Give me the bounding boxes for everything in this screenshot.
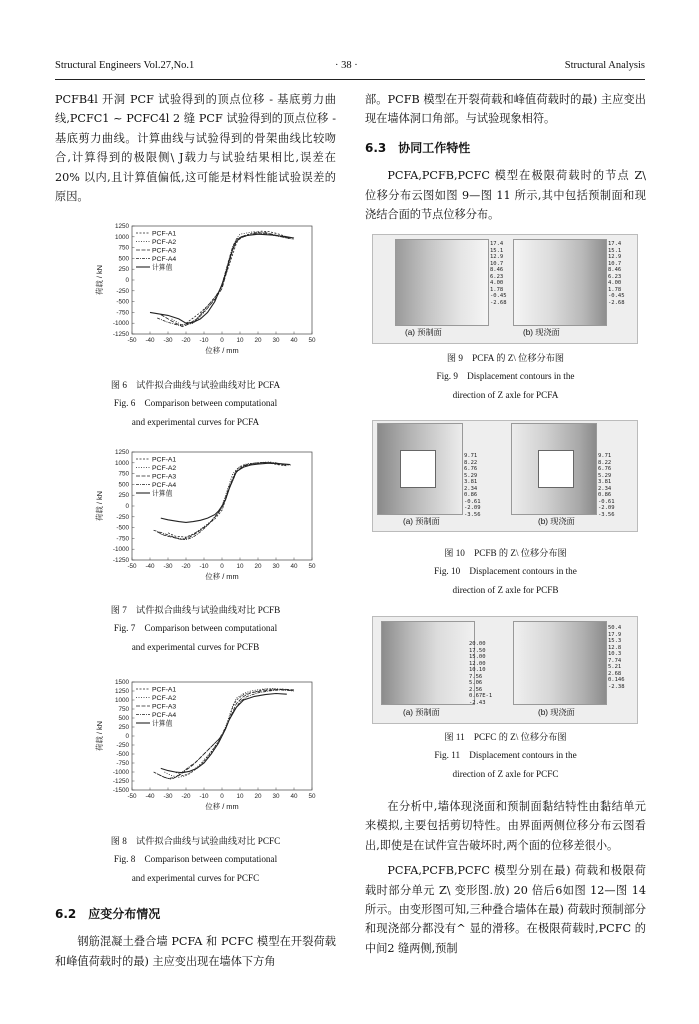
fig10-caption [365, 544, 646, 599]
x-tick-label: 0 [220, 563, 224, 570]
fig11-legend-a-value: 15.00 [469, 654, 486, 660]
x-tick-label: -40 [145, 793, 155, 800]
x-axis-label: 位移 / mm [205, 572, 239, 581]
x-axis-label: 位移 / mm [205, 802, 239, 811]
fig11-legend-b-value: 7.74 [608, 657, 622, 664]
fig10-label-a: (a) 预制面 [403, 517, 440, 526]
series-line [157, 689, 294, 779]
running-header [55, 60, 645, 76]
fig10-legend-b [598, 453, 615, 518]
fig11-legend-b-value: 10.3 [608, 651, 622, 657]
fig9-label-b: (b) 现浇面 [523, 328, 560, 337]
fig10-legend-a [464, 453, 481, 518]
left-column-top [55, 90, 336, 206]
y-tick-label: -1250 [112, 331, 129, 338]
fig6-caption [55, 376, 336, 431]
series-line [157, 233, 294, 326]
fig11-legend-b-value: 12.8 [608, 644, 622, 651]
chart-fig7 [90, 448, 330, 588]
y-tick-label: 1500 [114, 679, 129, 686]
fig11-legend-b-value: 2.68 [608, 670, 622, 677]
fig9-panel-a [395, 239, 489, 326]
x-tick-label: 0 [220, 793, 224, 800]
x-tick-label: -30 [163, 337, 173, 344]
y-tick-label: -1000 [112, 320, 129, 328]
fig10-legend-a-value: 8.22 [464, 459, 478, 466]
legend-label: 计算值 [152, 720, 173, 728]
fig10-legend-a-value: 2.34 [464, 485, 478, 492]
x-axis-label: 位移 / mm [205, 346, 239, 355]
x-tick-label: -40 [145, 337, 155, 344]
fig11-caption-en2: direction of Z axle for PCFC [452, 768, 559, 779]
fig11-legend-b-value: 15.3 [608, 638, 622, 644]
left-paragraph-2: 钢筋混凝土叠合墙 PCFA 和 PCFC 模型在开裂荷载和峰值荷载时的最) 主应变出现在墙体下方角 [55, 935, 336, 968]
y-tick-label: 1250 [114, 223, 129, 230]
series-line [161, 694, 287, 773]
legend-label: 计算值 [152, 490, 173, 498]
fig10-legend-a-value: 9.71 [464, 453, 478, 459]
x-tick-label: -40 [145, 563, 155, 570]
y-tick-label: 1000 [114, 233, 129, 241]
legend-label: PCF-A1 [152, 686, 177, 694]
legend-label: 计算值 [152, 264, 173, 272]
fig9-caption-en2: direction of Z axle for PCFA [452, 389, 559, 400]
y-tick-label: -500 [116, 524, 129, 532]
y-tick-label: -250 [116, 742, 129, 749]
fig10-legend-b-value: 3.81 [598, 479, 612, 485]
fig9-caption-en1: Fig. 9 Displacement contours in the [436, 371, 575, 382]
y-tick-label: 0 [125, 277, 129, 284]
fig6-caption-en1: Fig. 6 Comparison between computational [113, 398, 278, 409]
y-tick-label: -1500 [112, 787, 129, 794]
fig8-caption-en1: Fig. 8 Comparison between computational [113, 854, 278, 865]
fig11-contour-image [372, 616, 638, 724]
fig9-legend-a-value: 10.7 [490, 260, 504, 267]
y-tick-label: -500 [116, 751, 129, 758]
legend-label: PCF-A1 [152, 456, 177, 464]
fig11-legend-a-value: 2.56 [469, 686, 483, 693]
x-tick-label: 30 [272, 793, 280, 800]
x-tick-label: 40 [290, 793, 298, 800]
fig7-caption-cn: 图 7 试件拟合曲线与试验曲线对比 PCFB [110, 605, 281, 615]
fig11-legend-a-value: 20.00 [469, 641, 486, 647]
right-paragraph-4: PCFA,PCFB,PCFC 模型分别在最) 荷载和极限荷载时部分单元 Z\ 变形图.放) 20 倍后6如图 12—图 14 所示。由变形图可知,三种叠合墙体在最) 荷载时预制部分和现浇部分都没有^ 显的滑移。在极限荷载时,PCFC 的中间2 缝两侧,预制 [365, 864, 646, 955]
fig7-caption-en1: Fig. 7 Comparison between computational [113, 623, 278, 634]
fig9-legend-a-value: 17.4 [490, 241, 504, 247]
x-tick-label: -20 [181, 337, 191, 344]
header-rule [55, 79, 645, 80]
fig11-legend-a-value: 17.50 [469, 647, 486, 654]
x-tick-label: 40 [290, 563, 298, 570]
legend-label: PCF-A2 [152, 465, 177, 472]
x-tick-label: -20 [181, 793, 191, 800]
series-line [186, 231, 290, 323]
fig10-panel-b [511, 423, 597, 515]
fig10-legend-a-value: -0.61 [464, 498, 481, 505]
y-axis-label: 荷载 / kN [95, 721, 104, 751]
series-line [168, 462, 287, 537]
series-line [157, 462, 287, 539]
x-tick-label: -30 [163, 563, 173, 570]
left-paragraph-1: PCFB4l 开洞 PCF 试验得到的顶点位移 - 基底剪力曲线,PCFC1 ~ PCFC4l 2 缝 PCF 试验得到的顶点位移 - 基底剪力曲线。计算曲线与试验得到的骨架曲线比较吻合,计算得到的极限侧\ J载力与试验结果相比,误差在 20% 以内,且计算值偏低,这可能是材料性能试验误差的原因。 [55, 93, 336, 204]
fig6-caption-en2: and experimental curves for PCFA [131, 416, 260, 427]
x-tick-label: -10 [199, 563, 209, 570]
right-paragraph-1: 部。PCFB 模型在开裂荷载和峰值荷载时的最) 主应变出现在墙体洞口角部。与试验现象相符。 [365, 93, 646, 126]
fig9-legend-a-value: 6.23 [490, 273, 504, 280]
fig11-legend-b-value: 17.9 [608, 631, 622, 638]
fig10-legend-b-value: 9.71 [598, 453, 612, 459]
fig11-legend-a-value: 7.56 [469, 673, 483, 680]
fig9-legend-b-value: 8.46 [608, 267, 622, 273]
fig11-caption-cn: 图 11 PCFC 的 Z\ 位移分布图 [444, 732, 567, 742]
section-6-2-heading: 6.2 应变分布情况 [55, 907, 161, 921]
x-tick-label: 10 [236, 563, 244, 570]
x-tick-label: -10 [199, 337, 209, 344]
fig9-legend-b-value: -2.68 [608, 299, 625, 306]
legend-label: PCF-A3 [152, 247, 177, 255]
y-tick-label: 1250 [114, 449, 129, 456]
x-tick-label: 20 [254, 793, 262, 800]
x-tick-label: -20 [181, 563, 191, 570]
fig8-caption-cn: 图 8 试件拟合曲线与试验曲线对比 PCFC [110, 836, 281, 846]
y-tick-label: -750 [116, 760, 129, 767]
y-tick-label: 0 [125, 503, 129, 510]
x-tick-label: 10 [236, 337, 244, 344]
y-tick-label: 1250 [114, 688, 129, 695]
fig10-legend-a-value: -3.56 [464, 511, 481, 518]
fig10-opening-a [400, 450, 436, 488]
fig10-legend-b-value: 8.22 [598, 459, 612, 466]
x-tick-label: 50 [308, 563, 316, 570]
x-tick-label: 40 [290, 337, 298, 344]
y-tick-label: 250 [118, 266, 129, 274]
fig11-legend-a-value: -2.43 [469, 699, 486, 706]
fig11-panel-a [381, 621, 475, 705]
y-tick-label: 250 [118, 492, 129, 500]
header-section: Structural Analysis [564, 60, 645, 71]
y-tick-label: -250 [116, 287, 129, 295]
fig7-caption [55, 601, 336, 656]
right-paragraph-2: PCFA,PCFB,PCFC 模型在极限荷载时的节点 Z\ 位移分布云图如图 9—图 11 所示,其中包括预制面和现浇结合面的节点位移分布。 [365, 169, 646, 222]
fig9-legend-a-value: 4.00 [490, 280, 504, 286]
fig9-legend-b-value: 6.23 [608, 273, 622, 280]
fig10-caption-cn: 图 10 PCFB 的 Z\ 位移分布图 [444, 548, 567, 558]
fig11-legend-a-value: 0.67E-1 [469, 693, 493, 699]
y-tick-label: 500 [118, 255, 129, 263]
fig10-legend-a-value: -2.09 [464, 505, 481, 511]
right-column-bottom [365, 797, 646, 958]
x-tick-label: 50 [308, 793, 316, 800]
fig10-legend-b-value: 6.76 [598, 466, 612, 472]
fig8-caption-en2: and experimental curves for PCFC [131, 872, 260, 883]
fig11-label-b: (b) 现浇面 [538, 708, 575, 717]
legend-label: PCF-A4 [152, 712, 177, 719]
fig9-legend-a [490, 241, 507, 306]
fig11-panel-b [513, 621, 607, 705]
y-tick-label: -1250 [112, 778, 129, 785]
fig10-legend-b-value: 0.86 [598, 492, 612, 498]
fig11-legend-a [469, 641, 492, 706]
fig10-contour-image [372, 420, 638, 532]
chart-fig6 [90, 222, 330, 362]
y-tick-label: -500 [116, 298, 129, 306]
fig11-legend-a-value: 10.10 [469, 667, 486, 673]
legend-label: PCF-A2 [152, 695, 177, 702]
right-paragraph-3: 在分析中,墙体现浇面和预制面黏结特性由黏结单元来模拟,主要包括剪切特性。由界面两侧位移分布云图看出,即使是在试件宣告破坏时,两个面的位移差很小。 [365, 800, 646, 852]
chart-fig8 [90, 678, 330, 818]
fig9-legend-a-value: 12.9 [490, 254, 504, 260]
fig9-legend-a-value: -2.68 [490, 299, 507, 306]
legend-label: PCF-A4 [152, 256, 177, 263]
x-tick-label: 30 [272, 337, 280, 344]
fig9-contour-image [372, 234, 638, 344]
fig9-caption-cn: 图 9 PCFA 的 Z\ 位移分布图 [446, 353, 565, 363]
fig11-label-a: (a) 预制面 [403, 708, 440, 717]
fig10-panel-a [377, 423, 463, 515]
section-6-3-heading: 6.3 协同工作特性 [365, 140, 471, 155]
y-axis-label: 荷载 / kN [95, 491, 104, 521]
header-journal: Structural Engineers Vol.27,No.1 [55, 60, 195, 71]
fig11-legend-b-value: 5.21 [608, 664, 622, 670]
fig10-legend-a-value: 5.29 [464, 472, 478, 479]
x-tick-label: 20 [254, 337, 262, 344]
fig10-caption-en2: direction of Z axle for PCFB [452, 584, 559, 595]
y-tick-label: 1000 [114, 459, 129, 467]
legend-label: PCF-A1 [152, 230, 177, 238]
fig9-caption [365, 349, 646, 404]
y-tick-label: 750 [118, 470, 129, 478]
series-line [161, 233, 291, 327]
fig9-legend-a-value: -0.45 [490, 293, 507, 299]
series-line [172, 232, 291, 326]
fig9-label-a: (a) 预制面 [405, 328, 442, 337]
fig9-legend-b-value: -0.45 [608, 293, 625, 299]
fig6-caption-cn: 图 6 试件拟合曲线与试验曲线对比 PCFA [110, 380, 281, 390]
x-tick-label: -50 [127, 793, 137, 800]
fig9-legend-b-value: 17.4 [608, 241, 622, 247]
x-tick-label: 20 [254, 563, 262, 570]
y-tick-label: -250 [116, 513, 129, 521]
y-tick-label: 250 [118, 724, 129, 731]
fig11-caption-en1: Fig. 11 Displacement contours in the [434, 750, 577, 761]
legend-label: PCF-A2 [152, 239, 177, 246]
fig11-legend-b-value: -2.38 [608, 683, 625, 690]
y-tick-label: -1250 [112, 557, 129, 564]
fig10-caption-en1: Fig. 10 Displacement contours in the [434, 566, 577, 577]
y-tick-label: -750 [116, 309, 129, 317]
x-tick-label: -50 [127, 337, 137, 344]
fig9-legend-b [608, 241, 625, 306]
x-tick-label: 30 [272, 563, 280, 570]
fig9-legend-a-value: 1.78 [490, 286, 504, 293]
legend-label: PCF-A3 [152, 703, 177, 711]
fig9-legend-a-value: 15.1 [490, 247, 504, 254]
y-tick-label: -750 [116, 535, 129, 543]
x-tick-label: -30 [163, 793, 173, 800]
fig9-legend-a-value: 8.46 [490, 267, 504, 273]
right-column-top [365, 90, 646, 224]
series-line [164, 689, 294, 778]
fig10-opening-b [538, 450, 574, 488]
fig10-legend-b-value: 2.34 [598, 485, 612, 492]
fig10-legend-b-value: -2.09 [598, 505, 615, 511]
fig10-legend-a-value: 0.86 [464, 492, 478, 498]
legend-label: PCF-A4 [152, 482, 177, 489]
fig10-legend-a-value: 6.76 [464, 466, 478, 472]
fig9-legend-b-value: 10.7 [608, 260, 622, 267]
fig10-legend-b-value: 5.29 [598, 472, 612, 479]
fig11-caption [365, 728, 646, 783]
x-tick-label: -10 [199, 793, 209, 800]
fig10-legend-b-value: -0.61 [598, 498, 615, 505]
series-line [161, 463, 291, 522]
fig9-legend-b-value: 4.00 [608, 280, 622, 286]
legend-label: PCF-A3 [152, 473, 177, 481]
fig11-legend-a-value: 5.06 [469, 680, 483, 686]
fig10-legend-b-value: -3.56 [598, 511, 615, 518]
fig8-caption [55, 832, 336, 887]
fig9-legend-b-value: 12.9 [608, 254, 622, 260]
x-tick-label: 50 [308, 337, 316, 344]
y-tick-label: -1000 [112, 769, 129, 776]
x-tick-label: 10 [236, 793, 244, 800]
fig9-panel-b [513, 239, 607, 326]
x-tick-label: -50 [127, 563, 137, 570]
fig11-legend-b [608, 625, 625, 690]
fig11-legend-b-value: 50.4 [608, 625, 622, 631]
fig9-legend-b-value: 15.1 [608, 247, 622, 254]
left-column-bottom [55, 905, 336, 971]
x-tick-label: 0 [220, 337, 224, 344]
y-tick-label: 750 [118, 244, 129, 252]
y-tick-label: -1000 [112, 546, 129, 554]
y-tick-label: 500 [118, 481, 129, 489]
header-page-number: · 38 · [335, 60, 358, 71]
fig10-legend-a-value: 3.81 [464, 479, 478, 485]
y-tick-label: 1000 [114, 697, 129, 704]
y-tick-label: 0 [125, 733, 129, 740]
y-tick-label: 500 [118, 715, 129, 722]
fig7-caption-en2: and experimental curves for PCFB [131, 641, 260, 652]
y-tick-label: 750 [118, 706, 129, 713]
y-axis-label: 荷载 / kN [95, 265, 104, 295]
fig11-legend-b-value: 0.146 [608, 677, 625, 683]
fig10-label-b: (b) 现浇面 [538, 517, 575, 526]
fig11-legend-a-value: 12.00 [469, 660, 486, 667]
fig9-legend-b-value: 1.78 [608, 286, 622, 293]
